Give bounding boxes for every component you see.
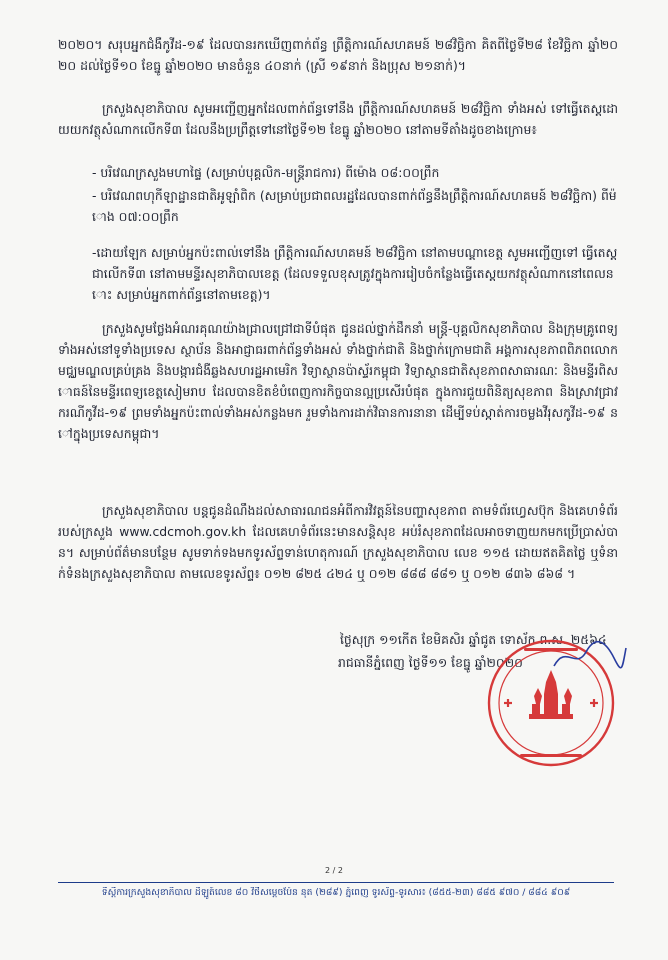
signature-date-lunar: ថ្ងៃសុក្រ ១១កើត ខែមិគសិរ ឆ្នាំជូត ទោស័ក ព.ស. ២៥៦៤ <box>340 632 607 647</box>
paragraph-contact-info: ក្រសួងសុខាភិបាល បន្តជូនដំណឹងដល់សាធារណជនអំពីការវិវត្តន៍នៃបញ្ហាសុខភាព តាមទំព័រហ្វេសប៊ុក និងគេហទំព័ររបស់ក្រសួង www.cdcmoh.gov.kh ដែលគេហទំព័រនេះមានសន្តិសុខ អប់រំសុខភាពដែលអាចទាញយកមកប្រើប្រាស់បាន។ សម្រាប់ព័ត៌មានបន្ថែម សូមទាក់ទងមកទូរស័ព្ទទាន់ហេតុការណ៍ ក្រសួងសុខាភិបាល លេខ ១១៥ ដោយឥតគិតថ្លៃ ឬទំនាក់ទំនងក្រសួងសុខាភិបាល តាមលេខទូរស័ព្ទ៖ ០១២ ៨២៥ ៤២៤ ឬ ០១២ ៨៨៨ ៨៨១ ឬ ០១២ ៨៣៦ ៨៦៨ ។ <box>58 503 618 581</box>
bullet-olympic-stadium: - បរិវេណពហុកីឡាដ្ឋានជាតិអូឡាំពិក (សម្រាប់ប្រជាពលរដ្ឋដែលបានពាក់ព័ន្ធនឹងព្រឹត្តិការណ៍សហគមន៍ ២៨វិច្ឆិកា) ពីម៉ោង ០៧:០០ព្រឹក <box>92 188 617 224</box>
bullet-ministry-of-interior: - បរិវេណក្រសួងមហាផ្ទៃ (សម្រាប់បុគ្គលិក-មន្ត្រីរាជការ) ពីម៉ោង ០៨:០០ព្រឹក <box>92 165 440 180</box>
footer-divider <box>58 882 614 883</box>
bullet-provinces: -ដោយឡែក សម្រាប់អ្នកប៉ះពាល់ទៅនឹង ព្រឹត្តិការណ៍សហគមន៍ ២៨វិច្ឆិកា នៅតាមបណ្តាខេត្ត សូមអញ្ជើញទៅ ធ្វើតេស្តជាលើកទី៣ នៅតាមមន្ទីរសុខាភិបាលខេត្ត (ដែលទទួលខុសត្រូវក្នុងការរៀបចំកន្លែងធ្វើតេស្តយកវត្ថុសំណាកនៅពេលនោះ សម្រាប់អ្នកពាក់ព័ន្ធនៅតាមខេត្ត)។ <box>92 245 618 302</box>
paragraph-thanks: ក្រសួងសូមថ្លែងអំណរគុណយ៉ាងជ្រាលជ្រៅជាទីបំផុត ជូនដល់ថ្នាក់ដឹកនាំ មន្ត្រី-បុគ្គលិកសុខាភិបាល និងក្រុមគ្រូពេទ្យទាំងអស់នៅទូទាំងប្រទេស ស្ថាប័ន និងអាជ្ញាធរពាក់ព័ន្ធទាំងអស់ ទាំងថ្នាក់ជាតិ និងថ្នាក់ក្រោមជាតិ អង្គការសុខភាពពិភពលោក មជ្ឈមណ្ឌលគ្រប់គ្រង និងបង្ការជំងឺឆ្លងសហរដ្ឋអាមេរិក វិទ្យាស្ថានប៉ាស្ទ័រកម្ពុជា វិទ្យាស្ថានជាតិសុខភាពសាធារណៈ និងមន្ទីរពិសោធន៍នៃមន្ទីរពេទ្យខេត្តសៀមរាប ដែលបានខិតខំបំពេញការកិច្ចបានល្អប្រសើរបំផុត ក្នុងការជួយពិនិត្យសុខភាព និងស្រាវជ្រាវករណីកូវីដ-១៩ ព្រមទាំងអ្នកប៉ះពាល់ទាំងអស់កន្លងមក រួមទាំងការដាក់វិធានការនានា ដើម្បីទប់ស្កាត់ការចម្លងវីរុសកូវីដ-១៩ នៅក្នុងប្រទេសកម្ពុជា។ <box>58 321 618 441</box>
signature-date-solar: រាជធានីភ្នំពេញ ថ្ងៃទី១១ ខែធ្នូ ឆ្នាំ២០២០ <box>338 655 523 670</box>
paragraph-case-summary: ២០២០។ សរុបអ្នកជំងឺកូវីដ-១៩ ដែលបានរកឃើញពាក់ព័ន្ធ ព្រឹត្តិការណ៍សហគមន៍ ២៨វិច្ឆិកា គិតពីថ្ងៃទី២៨ ខែវិច្ឆិកា ឆ្នាំ២០២០ ដល់ថ្ងៃទី១០ ខែធ្នូ ឆ្នាំ២០២០ មានចំនួន ៤០នាក់ (ស្រី ១៩នាក់ និងប្រុស ២១នាក់)។ <box>58 37 618 73</box>
footer-address: ទីស្តីការក្រសួងសុខាភិបាល ដីឡូត៍លេខ ៨០ វិថីសម្តេចប៉ែន នុត (២៨៩) ភ្នំពេញ ទូរស័ព្ទ-ទូរសារ៖ (៨៥៥-២៣) ៨៨៥ ៩៧០ / ៨៨៤ ៩០៩ <box>101 887 571 898</box>
signature-icon <box>548 636 628 676</box>
paragraph-testing-invitation: ក្រសួងសុខាភិបាល សូមអញ្ជើញអ្នកដែលពាក់ព័ន្ធទៅនឹង ព្រឹត្តិការណ៍សហគមន៍ ២៨វិច្ឆិកា ទាំងអស់ ទៅធ្វើតេស្តដោយយកវត្ថុសំណាកលើកទី៣ ដែលនឹងប្រព្រឹត្តទៅនៅថ្ងៃទី១២ ខែធ្នូ ឆ្នាំ២០២០ នៅតាមទីតាំងដូចខាងក្រោម៖ <box>58 101 618 137</box>
page-number: 2 / 2 <box>325 866 343 875</box>
